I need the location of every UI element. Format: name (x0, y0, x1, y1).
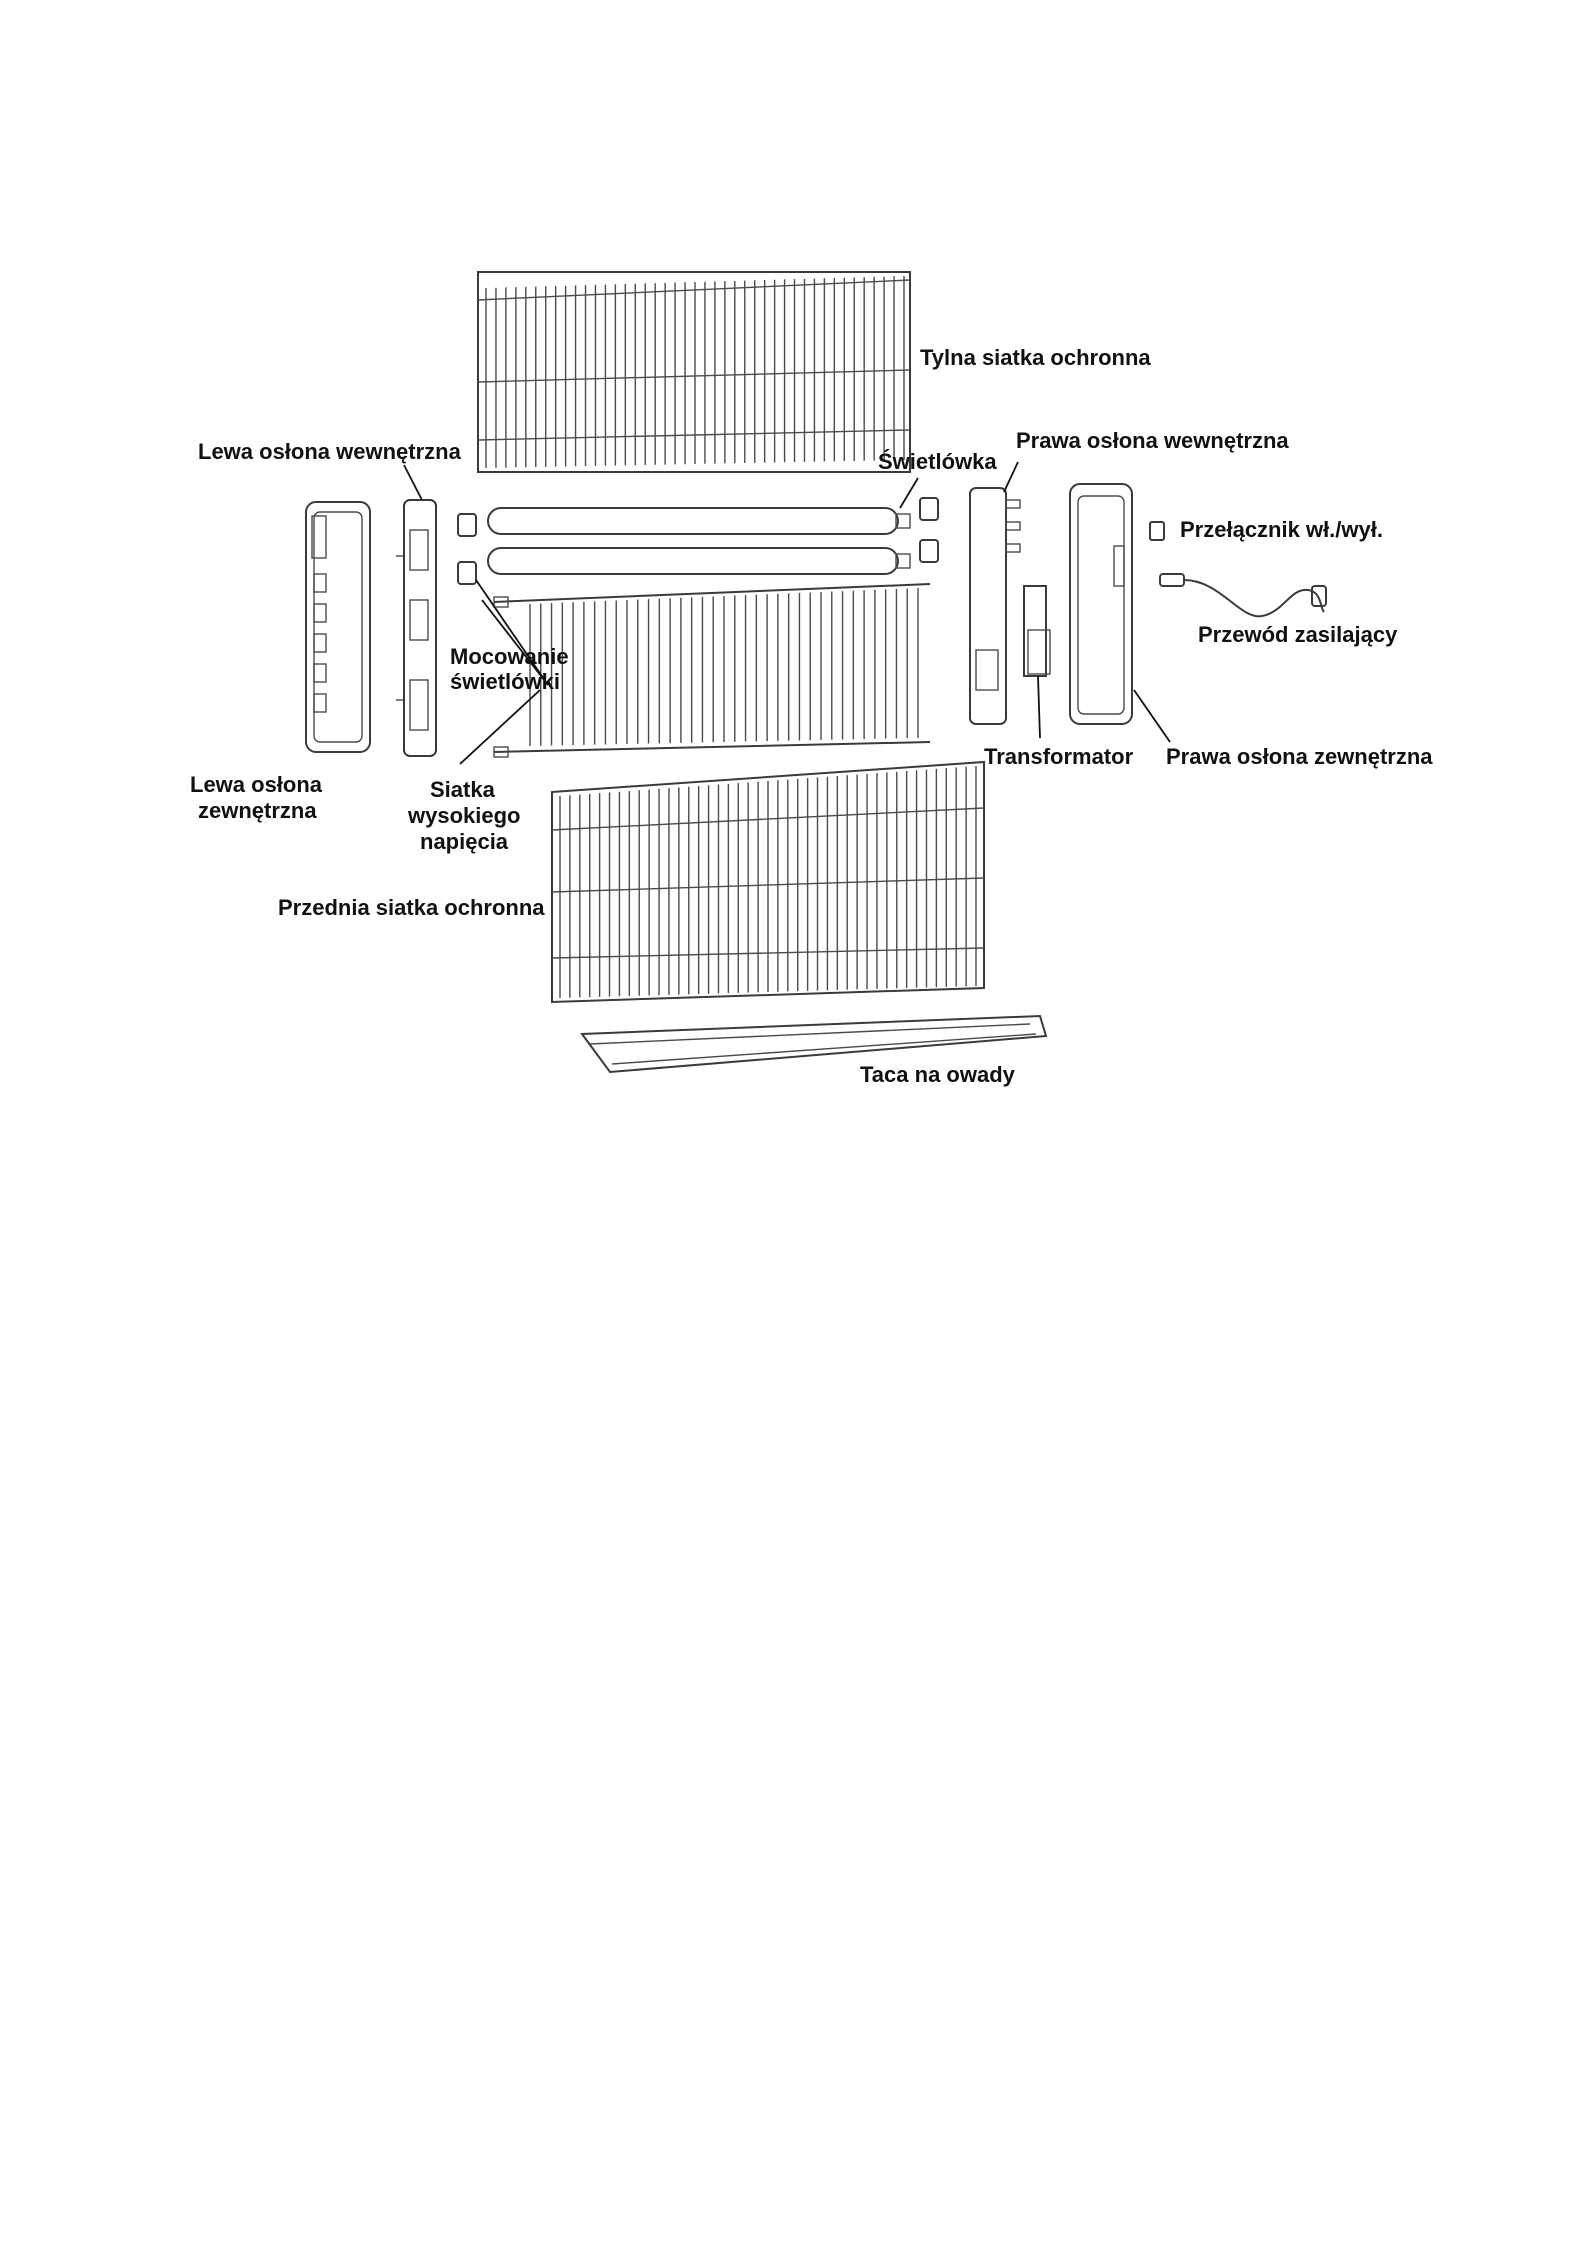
label-left-inner-cover: Lewa osłona wewnętrzna (198, 439, 461, 464)
label-left-outer-cover-line1: Lewa osłona (190, 772, 323, 797)
label-tube-holder-line1: Mocowanie (450, 644, 569, 669)
labels (190, 345, 1433, 1087)
power-cord (1160, 574, 1326, 616)
label-hv-grid-line2: wysokiego (408, 803, 521, 828)
label-insect-tray: Taca na owady (860, 1062, 1015, 1087)
left-outer-cover (306, 502, 370, 752)
transformer (1024, 586, 1050, 676)
label-tube: Świetlówka (878, 449, 997, 474)
tube-holders-left (458, 514, 476, 584)
cover-slot (314, 634, 326, 652)
label-rear-guard: Tylna siatka ochronna (920, 345, 1151, 370)
cover-slot (314, 664, 326, 682)
right-outer-cover (1070, 484, 1132, 724)
label-hv-grid-line1: Siatka (430, 777, 495, 802)
label-hv-grid-line3: napięcia (420, 829, 509, 854)
left-inner-cover (396, 500, 436, 756)
label-switch: Przełącznik wł./wył. (1180, 517, 1383, 542)
label-right-inner-cover: Prawa osłona wewnętrzna (1016, 428, 1289, 453)
fluorescent-tubes (488, 508, 910, 574)
label-left-outer-cover-line2: zewnętrzna (198, 798, 317, 823)
label-power-cord: Przewód zasilający (1198, 622, 1398, 647)
label-transformer: Transformator (984, 744, 1134, 769)
label-right-outer-cover: Prawa osłona zewnętrzna (1166, 744, 1433, 769)
right-inner-cover (970, 488, 1020, 724)
tube-holders-right (920, 498, 938, 562)
cover-slot (314, 604, 326, 622)
label-front-guard: Przednia siatka ochronna (278, 895, 545, 920)
cover-slot (314, 694, 326, 712)
label-tube-holder-line2: świetlówki (450, 669, 561, 694)
rear-guard (478, 272, 910, 472)
front-guard (552, 762, 984, 1002)
cover-slot (314, 574, 326, 592)
on-off-switch (1150, 522, 1164, 540)
